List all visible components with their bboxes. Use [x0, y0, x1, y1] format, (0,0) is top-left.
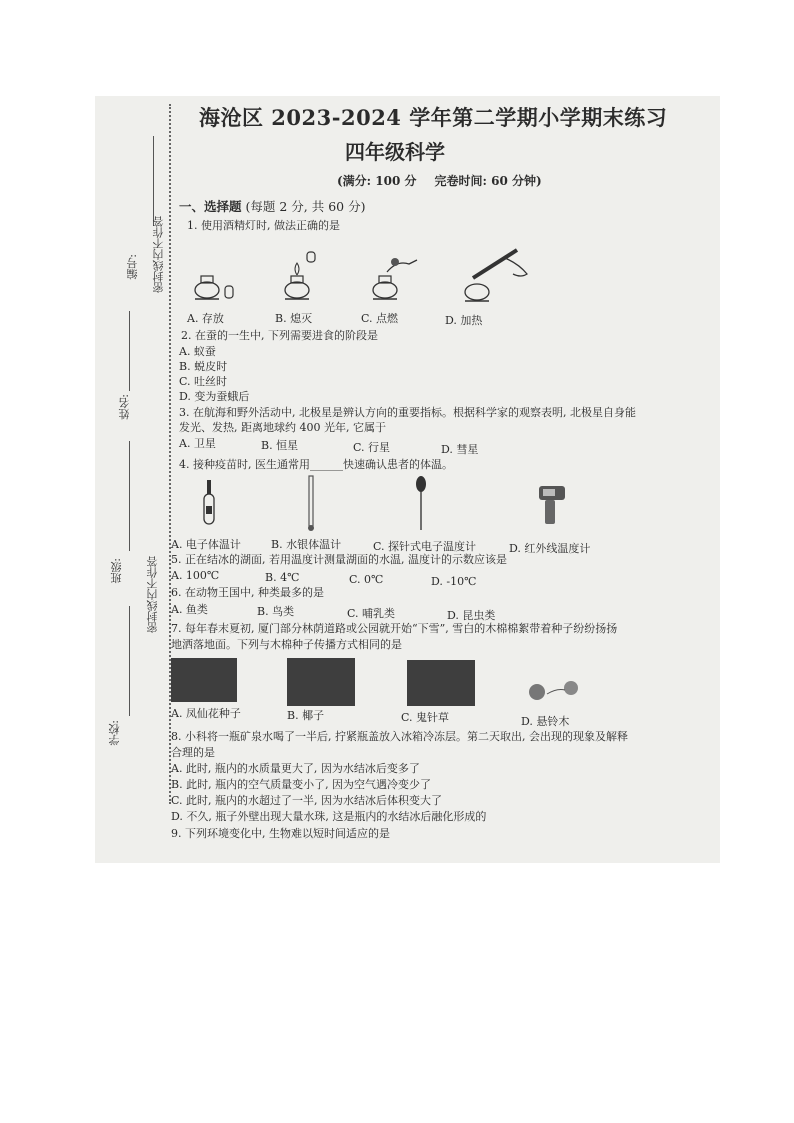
- q3-stem-line2: 发光、发热, 距离地球约 400 光年, 它属于: [179, 421, 386, 434]
- q2-option-c: C. 吐丝时: [179, 375, 228, 388]
- q1-option-d: D. 加热: [445, 314, 483, 327]
- q6-option-d: D. 昆虫类: [447, 609, 496, 622]
- class-label: 班级:: [110, 558, 123, 584]
- q7-stem-line1: 7. 每年春末夏初, 厦门部分林荫道路或公园就开始“下雪”, 雪白的木棉棉絮带着种子纷纷扬扬: [171, 622, 618, 635]
- number-underline: [153, 136, 154, 226]
- exam-content: [169, 96, 717, 863]
- electronic-thermometer-icon: [204, 480, 214, 524]
- school-label: 学校:: [108, 720, 121, 746]
- heating-icon: [465, 250, 527, 301]
- q5-stem: 5. 正在结冰的湖面, 若用温度计测量湖面的水温, 温度计的示数应该是: [171, 553, 507, 566]
- bidens-photo: [407, 660, 475, 706]
- seal-notice-top: 密封线内不作答: [152, 216, 165, 293]
- q2-option-d: D. 变为蚕蛾后: [179, 390, 250, 403]
- q1-option-b: B. 熄灭: [275, 312, 313, 325]
- probe-thermometer-icon: [416, 476, 426, 530]
- binding-margin: [95, 96, 175, 863]
- lamp-icon: [195, 276, 233, 299]
- lighting-lamp-icon: [373, 258, 417, 299]
- q6-option-c: C. 哺乳类: [347, 607, 396, 620]
- coconut-photo: [287, 658, 355, 706]
- q7-option-c: C. 鬼针草: [401, 711, 450, 724]
- q7-option-b: B. 椰子: [287, 709, 325, 722]
- q3-option-a: A. 卫星: [179, 437, 216, 450]
- name-label: 姓名:: [118, 394, 131, 420]
- class-underline: [129, 441, 130, 551]
- q2-option-a: A. 蚁蚕: [179, 345, 216, 358]
- q3-option-c: C. 行星: [353, 441, 391, 454]
- number-label: 编号:: [126, 254, 139, 280]
- q4-option-b: B. 水银体温计: [271, 538, 342, 551]
- q5-option-c: C. 0℃: [349, 573, 384, 586]
- q7-option-a: A. 凤仙花种子: [171, 707, 241, 720]
- seal-notice-bottom: 密封线内不作答: [146, 556, 159, 633]
- q6-stem: 6. 在动物王国中, 种类最多的是: [171, 586, 324, 599]
- q4-thermometer-figures: [199, 474, 619, 534]
- q4-option-a: A. 电子体温计: [171, 538, 241, 551]
- q2-stem: 2. 在蚕的一生中, 下列需要进食的阶段是: [181, 329, 378, 342]
- impatiens-seed-photo: [171, 658, 237, 702]
- q4-option-d: D. 红外线温度计: [509, 542, 591, 555]
- q4-stem: 4. 接种疫苗时, 医生通常用______快速确认患者的体温。: [179, 458, 453, 471]
- score-info: [337, 172, 560, 189]
- q7-option-d: D. 悬铃木: [521, 715, 570, 728]
- lamp-cap-icon: [285, 252, 315, 299]
- q8-stem-line2: 合理的是: [171, 746, 215, 759]
- q4-option-c: C. 探针式电子温度计: [373, 540, 477, 553]
- q8-option-a: A. 此时, 瓶内的水质量更大了, 因为水结冰后变多了: [171, 762, 420, 775]
- q1-option-a: A. 存放: [187, 312, 224, 325]
- q1-stem: 1. 使用酒精灯时, 做法正确的是: [187, 219, 340, 232]
- exam-sheet: [95, 96, 720, 863]
- q5-option-d: D. -10℃: [431, 575, 477, 588]
- q6-option-a: A. 鱼类: [171, 603, 208, 616]
- q1-alcohol-lamp-figures: [187, 248, 547, 310]
- q7-stem-line2: 地洒落地面。下列与木棉种子传播方式相同的是: [171, 638, 402, 651]
- mercury-thermometer-icon: [308, 476, 314, 531]
- plane-tree-seed-photo: [523, 674, 593, 714]
- q3-option-d: D. 彗星: [441, 443, 479, 456]
- q3-stem-line1: 3. 在航海和野外活动中, 北极星是辨认方向的重要指标。根据科学家的观察表明, 北极星自身能: [179, 406, 636, 419]
- q8-option-d: D. 不久, 瓶子外壁出现大量水珠, 这是瓶内的水结冰后融化形成的: [171, 810, 487, 823]
- q9-stem: 9. 下列环境变化中, 生物难以短时间适应的是: [171, 827, 390, 840]
- q8-option-b: B. 此时, 瓶内的空气质量变小了, 因为空气遇冷变少了: [171, 778, 432, 791]
- q5-option-a: A. 100℃: [171, 569, 220, 582]
- exam-subtitle: 四年级科学: [345, 140, 445, 164]
- q3-option-b: B. 恒星: [261, 439, 299, 452]
- q8-option-c: C. 此时, 瓶内的水超过了一半, 因为水结冰后体积变大了: [171, 794, 443, 807]
- q8-stem-line1: 8. 小科将一瓶矿泉水喝了一半后, 拧紧瓶盖放入冰箱冷冻层。第二天取出, 会出现的现象及解释: [171, 730, 628, 743]
- exam-time: 完卷时间: 60 分钟): [434, 174, 542, 188]
- exam-title: 海沧区 2023-2024 学年第二学期小学期末练习: [199, 105, 668, 130]
- school-underline: [129, 606, 130, 716]
- q2-option-b: B. 蜕皮时: [179, 360, 228, 373]
- full-score: (满分: 100 分: [337, 174, 417, 188]
- q5-option-b: B. 4℃: [265, 571, 300, 584]
- name-underline: [129, 311, 130, 391]
- q1-option-c: C. 点燃: [361, 312, 399, 325]
- q6-option-b: B. 鸟类: [257, 605, 295, 618]
- section-note: (每题 2 分, 共 60 分): [245, 199, 366, 214]
- infrared-thermometer-icon: [539, 486, 565, 524]
- section-title: 一、选择题: [179, 199, 242, 214]
- section-heading: [179, 197, 365, 215]
